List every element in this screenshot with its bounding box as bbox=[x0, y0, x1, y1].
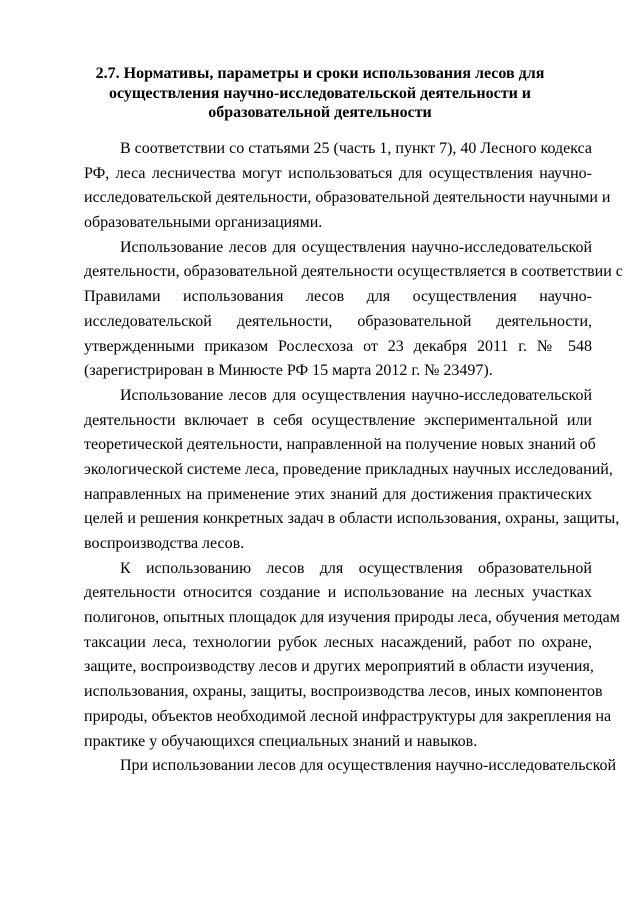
text-line: деятельности, образовательной деятельности осуществляется в соответствии с bbox=[84, 263, 623, 281]
text-line: При использовании лесов для осуществления научно-исследовательской bbox=[120, 757, 617, 775]
text-line: направленных на применение этих знаний для достижения практических bbox=[84, 485, 592, 503]
heading-line: 2.7. Нормативы, параметры и сроки использования лесов для bbox=[95, 65, 545, 82]
text-line: Использование лесов для осуществления научно-исследовательской bbox=[120, 238, 592, 256]
text-line: деятельности относится создание и использование на лесных участках bbox=[84, 584, 592, 602]
paragraph-1 bbox=[84, 137, 611, 236]
text-line: таксации леса, технологии рубок лесных насаждений, работ по охране, bbox=[84, 633, 592, 651]
text-line: (зарегистрирован в Минюсте РФ 15 марта 2012 г. № 23497). bbox=[84, 362, 493, 380]
text-line: Использование лесов для осуществления научно-исследовательской bbox=[120, 386, 592, 404]
text-line: защите, воспроизводству лесов и других мероприятий в области изучения, bbox=[84, 658, 594, 676]
text-line: исследовательской деятельности, образовательной деятельности, bbox=[84, 312, 592, 330]
section-heading bbox=[90, 64, 550, 123]
paragraph-3 bbox=[84, 384, 620, 557]
text-line: практике у обучающихся специальных знаний и навыков. bbox=[84, 732, 478, 750]
text-line: природы, объектов необходимой лесной инфраструктуры для закрепления на bbox=[84, 707, 612, 725]
text-line: воспроизводства лесов. bbox=[84, 535, 245, 552]
text-line: полигонов, опытных площадок для изучения природы леса, обучения методам bbox=[84, 609, 620, 627]
text-line: образовательными организациями. bbox=[84, 214, 323, 232]
heading-line: образовательной деятельности bbox=[208, 104, 432, 121]
text-line: деятельности включает в себя осуществление экспериментальной или bbox=[84, 411, 592, 429]
text-line: теоретической деятельности, направленной на получение новых знаний об bbox=[84, 436, 596, 454]
paragraph-5 bbox=[84, 754, 617, 779]
text-line: использования, охраны, защиты, воспроизводства лесов, иных компонентов bbox=[84, 683, 603, 701]
text-line: утвержденными приказом Рослесхоза от 23 декабря 2011 г. № 548 bbox=[84, 337, 592, 355]
heading-line: осуществления научно-исследовательской деятельности и bbox=[108, 84, 532, 102]
text-line: целей и решения конкретных задач в области использования, охраны, защиты, bbox=[84, 510, 620, 528]
text-line: Правилами использования лесов для осуществления научно- bbox=[84, 288, 592, 306]
text-line: К использованию лесов для осуществления образовательной bbox=[120, 559, 592, 577]
paragraph-2 bbox=[84, 236, 623, 384]
text-line: экологической системе леса, проведение прикладных научных исследований, bbox=[84, 460, 613, 478]
text-line: РФ, леса лесничества могут использоваться для осуществления научно- bbox=[84, 164, 592, 182]
body-text bbox=[84, 137, 623, 779]
text-line: В соответствии со статьями 25 (часть 1, пункт 7), 40 Лесного кодекса bbox=[120, 140, 592, 157]
text-line: исследовательской деятельности, образовательной деятельности научными и bbox=[84, 189, 611, 207]
paragraph-4 bbox=[84, 557, 620, 755]
